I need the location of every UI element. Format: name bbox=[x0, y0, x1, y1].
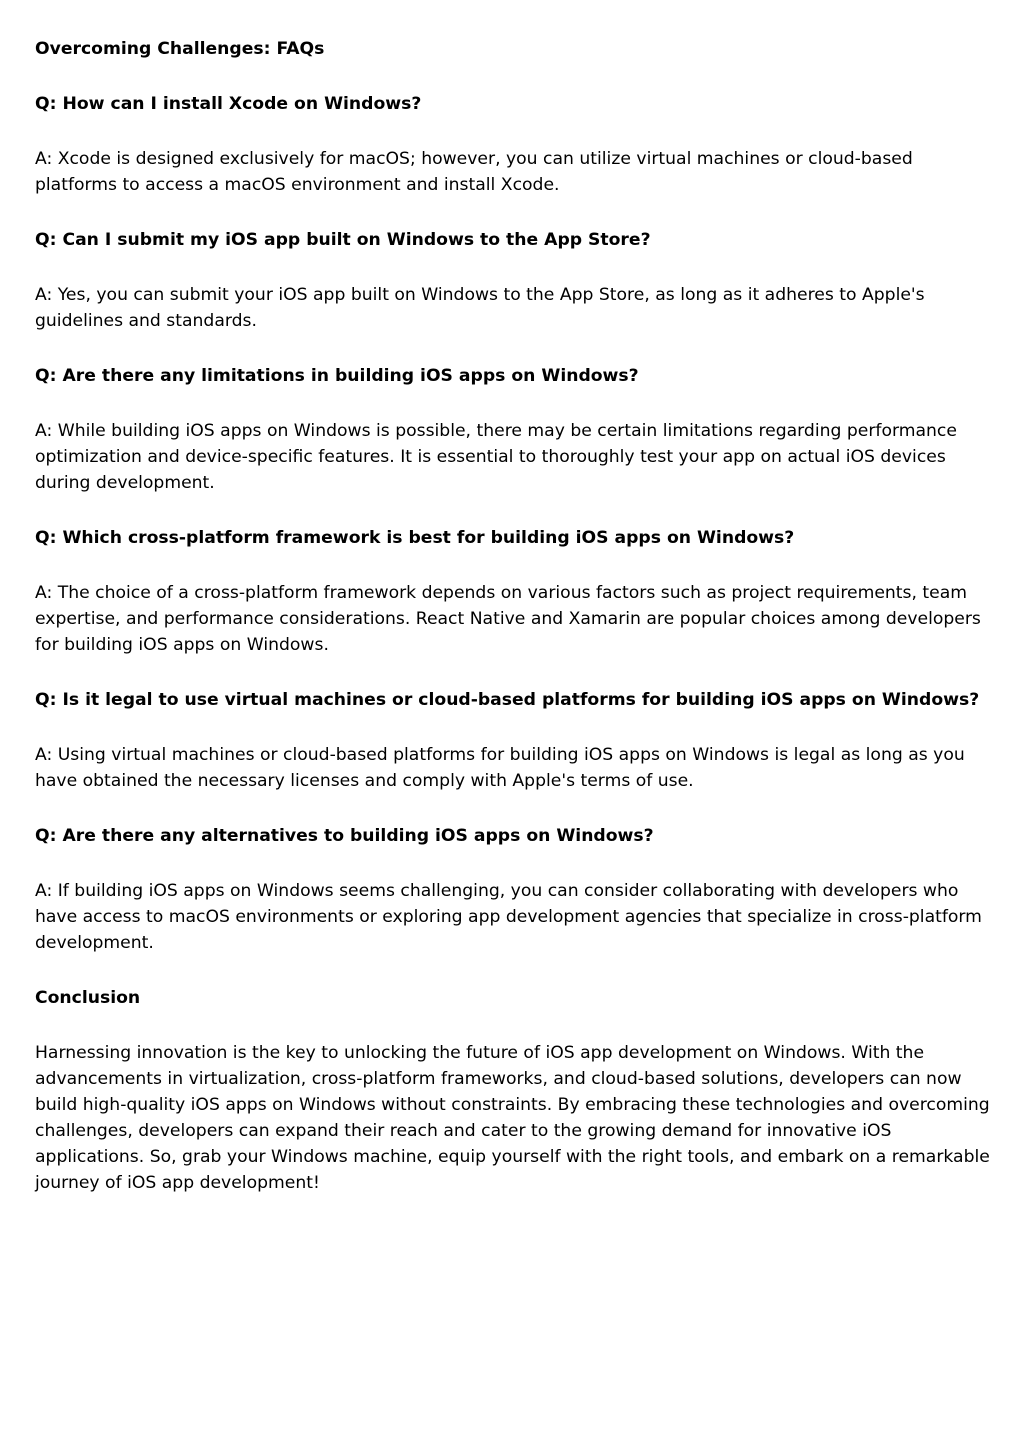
conclusion-heading: Conclusion bbox=[35, 988, 141, 1008]
faq-section-heading: Overcoming Challenges: FAQs bbox=[35, 39, 325, 59]
faq-answer: A: If building iOS apps on Windows seems challenging, you can consider collaborating with developers who have access to macOS environments or exploring app development agencies that specialize in cross-platform development. bbox=[35, 881, 982, 953]
faq-question: Q: Are there any alternatives to building iOS apps on Windows? bbox=[35, 826, 654, 846]
faq-answer: A: Using virtual machines or cloud-based platforms for building iOS apps on Windows is legal as long as you have obtained the necessary licenses and comply with Apple's terms of use. bbox=[35, 745, 965, 791]
faq-question: Q: Can I submit my iOS app built on Windows to the App Store? bbox=[35, 230, 651, 250]
faq-question: Q: Is it legal to use virtual machines or cloud-based platforms for building iOS apps on Windows? bbox=[35, 690, 980, 710]
faq-question: Q: Which cross-platform framework is best for building iOS apps on Windows? bbox=[35, 528, 795, 548]
faq-question: Q: How can I install Xcode on Windows? bbox=[35, 94, 422, 114]
faq-question: Q: Are there any limitations in building iOS apps on Windows? bbox=[35, 366, 639, 386]
faq-answer: A: Xcode is designed exclusively for macOS; however, you can utilize virtual machines or cloud-based platforms to access a macOS environment and install Xcode. bbox=[35, 149, 913, 195]
conclusion-text: Harnessing innovation is the key to unlocking the future of iOS app development on Windows. With the advancements in virtualization, cross-platform frameworks, and cloud-based solutions, developers can now build high-quality iOS apps on Windows without constraints. By embracing these technologies and overcoming challenges, developers can expand their reach and cater to the growing demand for innovative iOS applications. So, grab your Windows machine, equip yourself with the right tools, and embark on a remarkable journey of iOS app development! bbox=[35, 1043, 990, 1193]
document-page bbox=[35, 36, 990, 1225]
faq-answer: A: Yes, you can submit your iOS app built on Windows to the App Store, as long as it adheres to Apple's guidelines and standards. bbox=[35, 285, 925, 331]
faq-answer: A: While building iOS apps on Windows is possible, there may be certain limitations regarding performance optimization and device-specific features. It is essential to thoroughly test your app on actual iOS devices during development. bbox=[35, 421, 957, 493]
faq-answer: A: The choice of a cross-platform framework depends on various factors such as project requirements, team expertise, and performance considerations. React Native and Xamarin are popular choices among developers for building iOS apps on Windows. bbox=[35, 583, 981, 655]
